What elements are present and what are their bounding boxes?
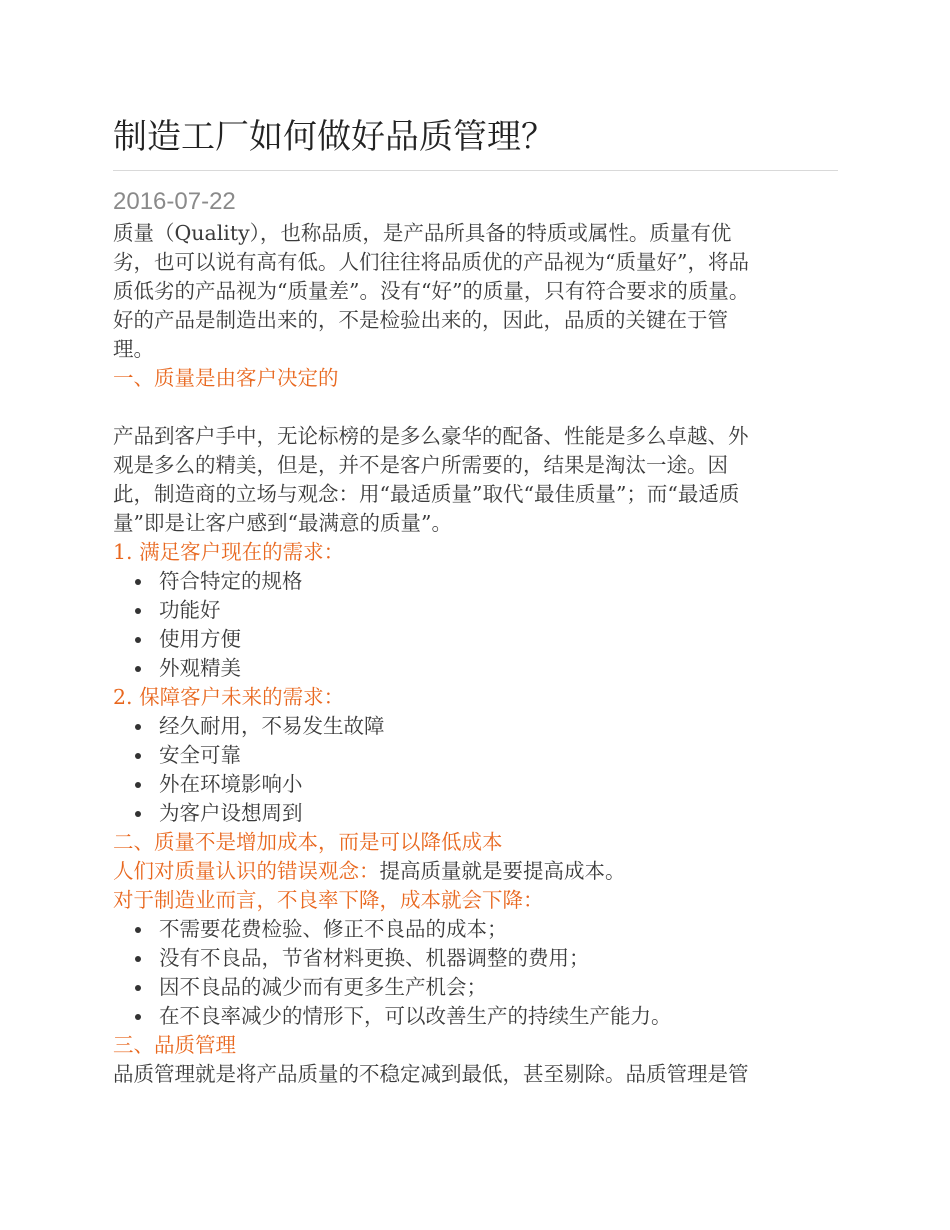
list-item xyxy=(113,741,838,770)
article-title: 制造工厂如何做好品质管理？ xyxy=(113,117,555,157)
bullet-icon xyxy=(135,637,141,643)
subsection-1-heading: 1. 满足客户现在的需求： xyxy=(113,540,345,564)
cost-reduction-list xyxy=(113,915,838,1031)
bullet-icon xyxy=(135,666,141,672)
misconception-label: 人们对质量认识的错误观念： xyxy=(113,859,380,883)
bullet-icon xyxy=(135,579,141,585)
list-item xyxy=(113,915,838,944)
intro-line: 劣，也可以说有高有低。人们往往将品质优的产品视为“质量好”，将品 xyxy=(113,250,749,274)
bullet-icon xyxy=(135,927,141,933)
paragraph-line: 观是多么的精美，但是，并不是客户所需要的，结果是淘汰一途。因 xyxy=(113,453,728,477)
subsection-2-heading: 2. 保障客户未来的需求： xyxy=(113,685,345,709)
list-item-text: 经久耐用，不易发生故障 xyxy=(159,714,385,738)
list-item xyxy=(113,770,838,799)
list-item-text: 外观精美 xyxy=(159,656,241,680)
list-item xyxy=(113,1002,838,1031)
list-item xyxy=(113,596,838,625)
section-2-heading: 二、质量不是增加成本，而是可以降低成本 xyxy=(113,830,503,854)
list-item xyxy=(113,654,838,683)
paragraph-line: 此，制造商的立场与观念：用“最适质量”取代“最佳质量”；而“最适质 xyxy=(113,482,740,506)
list-item-text: 功能好 xyxy=(159,598,221,622)
misconception-text: 提高质量就是要提高成本。 xyxy=(379,859,626,883)
section-1-heading: 一、质量是由客户决定的 xyxy=(113,366,339,390)
list-item-text: 为客户设想周到 xyxy=(159,801,303,825)
intro-line: 质量（Quality），也称品质，是产品所具备的特质或属性。质量有优 xyxy=(113,221,732,245)
article-date: 2016-07-22 xyxy=(113,188,236,215)
list-item xyxy=(113,625,838,654)
list-item-text: 安全可靠 xyxy=(159,743,241,767)
intro-line: 好的产品是制造出来的，不是检验出来的，因此，品质的关键在于管 xyxy=(113,308,728,332)
paragraph-line: 量”即是让客户感到“最满意的质量”。 xyxy=(113,511,452,535)
future-needs-list xyxy=(113,712,838,828)
section-3-heading: 三、品质管理 xyxy=(113,1033,236,1057)
manufacturing-label: 对于制造业而言，不良率下降，成本就会下降： xyxy=(113,888,544,912)
blank-line xyxy=(113,393,838,422)
bullet-icon xyxy=(135,782,141,788)
section-1-paragraph xyxy=(113,422,838,538)
bullet-icon xyxy=(135,956,141,962)
bullet-icon xyxy=(135,724,141,730)
list-item xyxy=(113,712,838,741)
section-3-paragraph: 品质管理就是将产品质量的不稳定减到最低，甚至剔除。品质管理是管 xyxy=(113,1062,749,1086)
bullet-icon xyxy=(135,811,141,817)
list-item-text: 符合特定的规格 xyxy=(159,569,303,593)
paragraph-line: 产品到客户手中，无论标榜的是多么豪华的配备、性能是多么卓越、外 xyxy=(113,424,749,448)
list-item-text: 在不良率减少的情形下，可以改善生产的持续生产能力。 xyxy=(159,1004,672,1028)
bullet-icon xyxy=(135,608,141,614)
list-item-text: 使用方便 xyxy=(159,627,241,651)
bullet-icon xyxy=(135,1014,141,1020)
article xyxy=(113,108,838,1089)
intro-paragraph xyxy=(113,219,838,364)
list-item-text: 因不良品的减少而有更多生产机会； xyxy=(159,975,487,999)
list-item-text: 不需要花费检验、修正不良品的成本； xyxy=(159,917,508,941)
list-item-text: 没有不良品，节省材料更换、机器调整的费用； xyxy=(159,946,590,970)
misconception-line xyxy=(113,857,838,886)
intro-line: 质低劣的产品视为“质量差”。没有“好”的质量，只有符合要求的质量。 xyxy=(113,279,750,303)
list-item xyxy=(113,567,838,596)
list-item xyxy=(113,973,838,1002)
current-needs-list xyxy=(113,567,838,683)
list-item xyxy=(113,944,838,973)
bullet-icon xyxy=(135,985,141,991)
list-item xyxy=(113,799,838,828)
intro-line: 理。 xyxy=(113,337,154,361)
list-item-text: 外在环境影响小 xyxy=(159,772,303,796)
bullet-icon xyxy=(135,753,141,759)
title-divider xyxy=(113,170,838,171)
